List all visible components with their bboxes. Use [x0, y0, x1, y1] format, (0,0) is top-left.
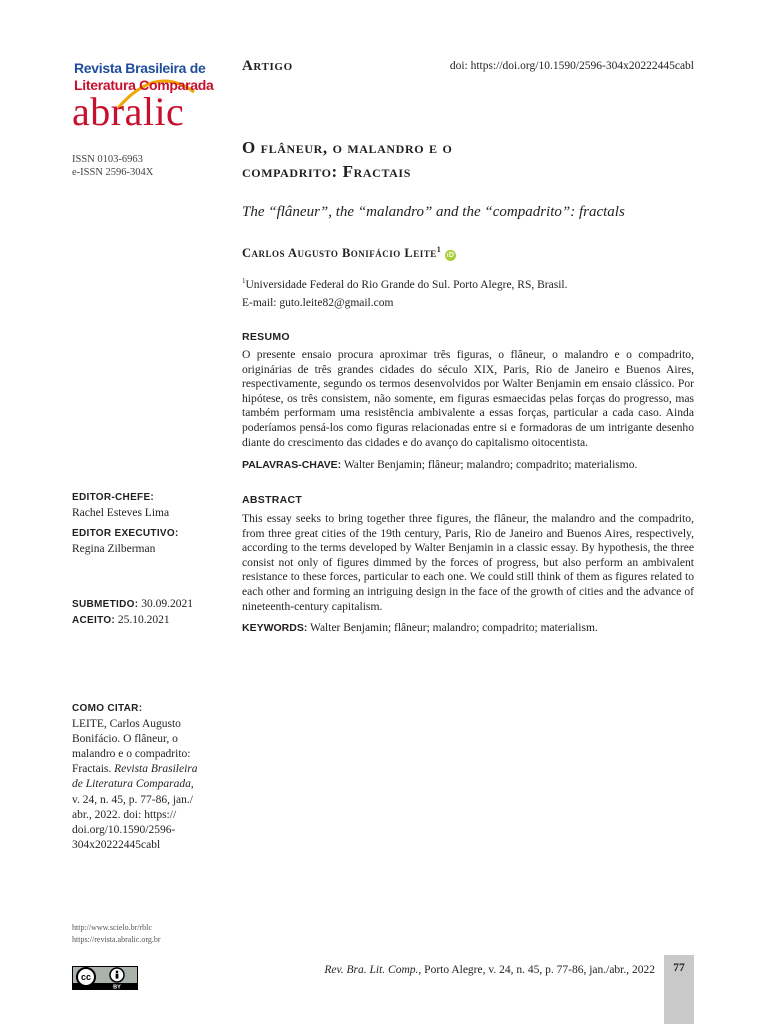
- submitted-label: SUBMETIDO:: [72, 599, 139, 610]
- palavras-chave-text: Walter Benjamin; flâneur; malandro; compadrito; materialismo.: [343, 459, 638, 471]
- abstract-heading: ABSTRACT: [242, 494, 303, 506]
- submitted: [72, 597, 212, 613]
- editor-exec-label: EDITOR EXECUTIVO:: [72, 528, 179, 539]
- keywords-label: KEYWORDS:: [242, 622, 308, 634]
- section-label: Artigo: [242, 58, 293, 74]
- cite-pre: LEITE, Carlos Augusto Bonifácio. O flâneur, o malandro e o compadrito: Fractais.: [72, 717, 191, 776]
- scielo-url[interactable]: http://www.scielo.br/rblc: [72, 923, 152, 932]
- abralic-url[interactable]: https://revista.abralic.org.br: [72, 935, 161, 944]
- logo-line-2: Literatura Comparada: [74, 77, 214, 93]
- orcid-icon[interactable]: iD: [447, 252, 455, 260]
- author: [242, 245, 456, 261]
- affiliation-text: Universidade Federal do Rio Grande do Sul. Porto Alegre, RS, Brasil.: [245, 278, 568, 291]
- accepted-date: 25.10.2021: [117, 613, 170, 626]
- issn-electronic: e-ISSN 2596-304X: [72, 167, 154, 178]
- cite-journal: Revista Brasileira de Literatura Comparada: [72, 763, 198, 791]
- palavras-chave: [242, 458, 694, 473]
- doi-link[interactable]: doi: https://doi.org/10.1590/2596-304x20222445cabl: [449, 60, 694, 72]
- footer-journal-abbr: Rev. Bra. Lit. Comp.: [324, 964, 419, 976]
- cite-post: , v. 24, n. 45, p. 77-86, jan./ abr., 2022. doi: https:// doi.org/10.1590/2596- 304x20222445cabl: [72, 778, 194, 852]
- article-title: [242, 136, 662, 184]
- palavras-chave-label: PALAVRAS-CHAVE:: [242, 459, 342, 471]
- author-email[interactable]: E-mail: guto.leite82@gmail.com: [242, 296, 394, 309]
- cite-text: [72, 717, 202, 854]
- submitted-date: 30.09.2021: [141, 598, 193, 610]
- cite-label: COMO CITAR:: [72, 703, 143, 714]
- editor-chief-name: Rachel Esteves Lima: [72, 506, 170, 519]
- author-footnote-mark: 1: [436, 245, 442, 254]
- cc-badge-text: cc: [80, 972, 92, 982]
- keywords: [242, 621, 694, 636]
- footer-citation-text: , Porto Alegre, v. 24, n. 45, p. 77-86, jan./abr., 2022: [418, 964, 655, 976]
- logo-line-1: Revista Brasileira de: [74, 60, 206, 76]
- dates: [72, 597, 212, 628]
- affiliation: [242, 272, 567, 294]
- by-badge-text: BY: [113, 984, 121, 990]
- title-line-2: compadrito: Fractais: [242, 162, 411, 181]
- how-to-cite: [72, 702, 212, 853]
- page-number: 77: [673, 962, 685, 974]
- journal-urls: [72, 922, 161, 946]
- issn-block: [72, 153, 153, 179]
- editor-chief-label: EDITOR-CHEFE:: [72, 492, 155, 503]
- accepted-label: ACEITO:: [72, 614, 116, 626]
- editor-exec-name: Regina Zilberman: [72, 542, 156, 555]
- resumo-heading: RESUMO: [242, 331, 290, 343]
- footer-citation: [324, 964, 655, 976]
- affiliation-block: [242, 272, 567, 312]
- article-subtitle: The “flâneur”, the “malandro” and the “compadrito”: fractals: [242, 204, 625, 220]
- logo-abralic: abralic: [72, 89, 185, 134]
- journal-logo: [72, 60, 214, 138]
- cc-by-license-icon[interactable]: [72, 966, 138, 990]
- author-name: Carlos Augusto Bonifácio Leite: [242, 246, 437, 261]
- editor-chief: [72, 491, 212, 520]
- abstract-text: This essay seeks to bring together three figures, the flâneur, the malandro and the compadrito, from three great cities of the 19th century, Paris, Rio de Janeiro and Buenos Aires, respectively, according to the terms developed by Walter Benjamin in a classic essay. By hypothesis, the three consist not only of figures dimmed by the forces of progress, but also perform an ambivalent resistance to these forces, particular to each one. We could still think of them as figures related to each other and forming an intriguing design in the face of the growth of cities and the advance of nineteenth-century capitalism.: [242, 512, 694, 613]
- resumo-text: O presente ensaio procura aproximar três figuras, o flâneur, o malandro e o compadrito, originárias de três grandes cidades do século XIX, Paris, Rio de Janeiro e Buenos Aires, respectivamente, segundo os termos desenvolvidos por Walter Benjamin em ensaio clássico. Por hipótese, os três consistem, não somente, em figuras esmaecidas pelas forças do progresso, mas também performam uma resistência ambivalente a essas forças, particular a cada caso. Ainda poderíamos pensá-los como figuras relacionadas entre si e formadoras de um intrigante desenho diante do crescimento das cidades e do avanço do capitalismo oitocentista.: [242, 348, 694, 449]
- accepted: [72, 613, 212, 629]
- keywords-text: Walter Benjamin; flâneur; malandro; compadrito; materialism.: [310, 622, 598, 634]
- affiliation-footnote-mark: 1: [242, 277, 246, 285]
- issn-print: ISSN 0103-6963: [72, 154, 143, 165]
- title-line-1: O flâneur, o malandro e o: [242, 138, 453, 157]
- editor-executive: [72, 527, 212, 556]
